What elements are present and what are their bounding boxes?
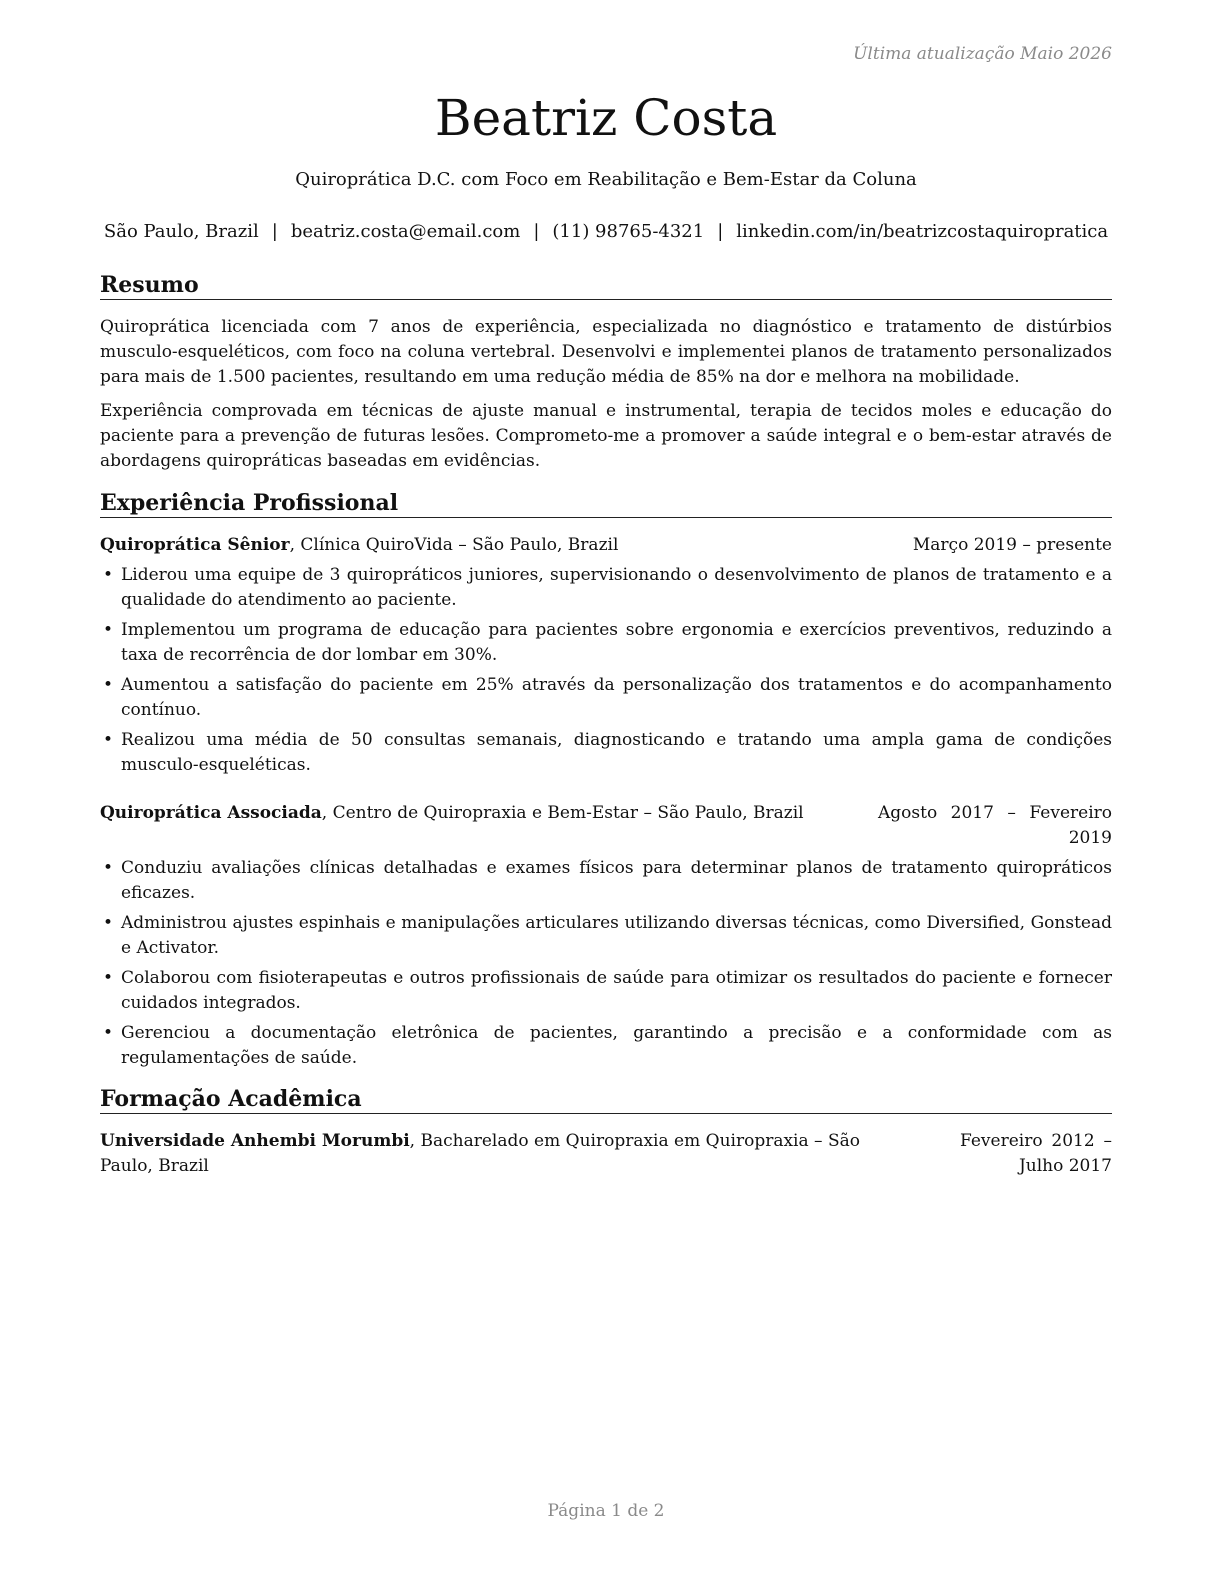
list-item [100,911,1112,961]
bullet-icon: • [103,968,114,988]
bullet-icon: • [103,730,114,750]
bullet-text: Implementou um programa de educação para pacientes sobre ergonomia e exercícios preventivos, reduzindo a taxa de recorrência de dor lombar em 30%. [121,620,1112,665]
bullet-icon: • [103,913,114,933]
job-title-line [100,801,804,826]
list-item [100,728,1112,778]
contact-phone: (11) 98765-4321 [552,221,705,242]
section-title-summary: Resumo [100,271,1112,300]
list-item [100,966,1112,1016]
bullet-text: Administrou ajustes espinhais e manipulações articulares utilizando diversas técnicas, como Diversified, Gonstead e Activator. [121,913,1112,958]
last-updated: Última atualização Maio 2026 [853,44,1112,64]
bullet-icon: • [103,620,114,640]
job-bullets [100,856,1112,1076]
bullet-text: Liderou uma equipe de 3 quiropráticos juniores, supervisionando o desenvolvimento de planos de tratamento e a qualidade do atendimento ao paciente. [121,565,1112,610]
bullet-icon: • [103,1023,114,1043]
candidate-name: Beatriz Costa [434,89,778,147]
bullet-text: Conduziu avaliações clínicas detalhadas e exames físicos para determinar planos de tratamento quiropráticos eficazes. [121,858,1112,903]
section-title-experience: Experiência Profissional [100,489,1112,518]
education-institution-line [100,1129,860,1179]
contact-separator: | [717,221,724,242]
section-title-education: Formação Acadêmica [100,1085,1112,1114]
page-number: Página 1 de 2 [547,1501,665,1521]
contact-separator: | [271,221,278,242]
bullet-text: Gerenciou a documentação eletrônica de pacientes, garantindo a precisão e a conformidade com as regulamentações de saúde. [121,1023,1112,1068]
education-details: , Bacharelado em Quiropraxia em Quiropraxia – São Paulo, Brazil [100,1131,860,1176]
list-item [100,673,1112,723]
list-item [100,618,1112,668]
contact-email[interactable]: beatriz.costa@email.com [290,221,521,242]
contact-separator: | [533,221,540,242]
list-item [100,856,1112,906]
job-company-location: , Centro de Quiropraxia e Bem-Estar – São Paulo, Brazil [321,803,804,823]
job-role: Quiroprática Associada [100,803,322,823]
contact-location: São Paulo, Brazil [103,221,259,242]
education-dates: Fevereiro 2012 – Julho 2017 [960,1131,1112,1176]
contact-linkedin[interactable]: linkedin.com/in/beatrizcostaquiropratica [736,221,1109,242]
bullet-icon: • [103,858,114,878]
resume-page [100,0,1112,1584]
summary-paragraph: Quiroprática licenciada com 7 anos de experiência, especializada no diagnóstico e tratamento de distúrbios musculo-esqueléticos, com foco na coluna vertebral. Desenvolvi e implementei planos de tratamento personalizados para mais de 1.500 pacientes, resultando em uma redução média de 85% na dor e melhora na mobilidade. [100,317,1112,387]
list-item [100,563,1112,613]
bullet-text: Colaborou com fisioterapeutas e outros profissionais de saúde para otimizar os resultados do paciente e fornecer cuidados integrados. [121,968,1112,1013]
bullet-text: Realizou uma média de 50 consultas semanais, diagnosticando e tratando uma ampla gama de condições musculo-esqueléticas. [121,730,1112,775]
job-role: Quiroprática Sênior [100,535,290,555]
job-company-location: , Clínica QuiroVida – São Paulo, Brazil [289,535,619,555]
bullet-text: Aumentou a satisfação do paciente em 25% através da personalização dos tratamentos e do acompanhamento contínuo. [121,675,1112,720]
tagline: Quiroprática D.C. com Foco em Reabilitação e Bem-Estar da Coluna [295,169,917,190]
summary-paragraph: Experiência comprovada em técnicas de ajuste manual e instrumental, terapia de tecidos moles e educação do paciente para a prevenção de futuras lesões. Comprometo-me a promover a saúde integral e o bem-estar através de abordagens quiropráticas baseadas em evidências. [100,401,1112,471]
job-dates: Agosto 2017 – Fevereiro 2019 [878,803,1112,848]
job-bullets [100,563,1112,783]
bullet-icon: • [103,565,114,585]
job-dates: Março 2019 – presente [912,535,1112,555]
contact-line [100,220,1112,244]
job-title-line [100,533,618,558]
list-item [100,1021,1112,1071]
bullet-icon: • [103,675,114,695]
education-institution: Universidade Anhembi Morumbi [100,1131,410,1151]
